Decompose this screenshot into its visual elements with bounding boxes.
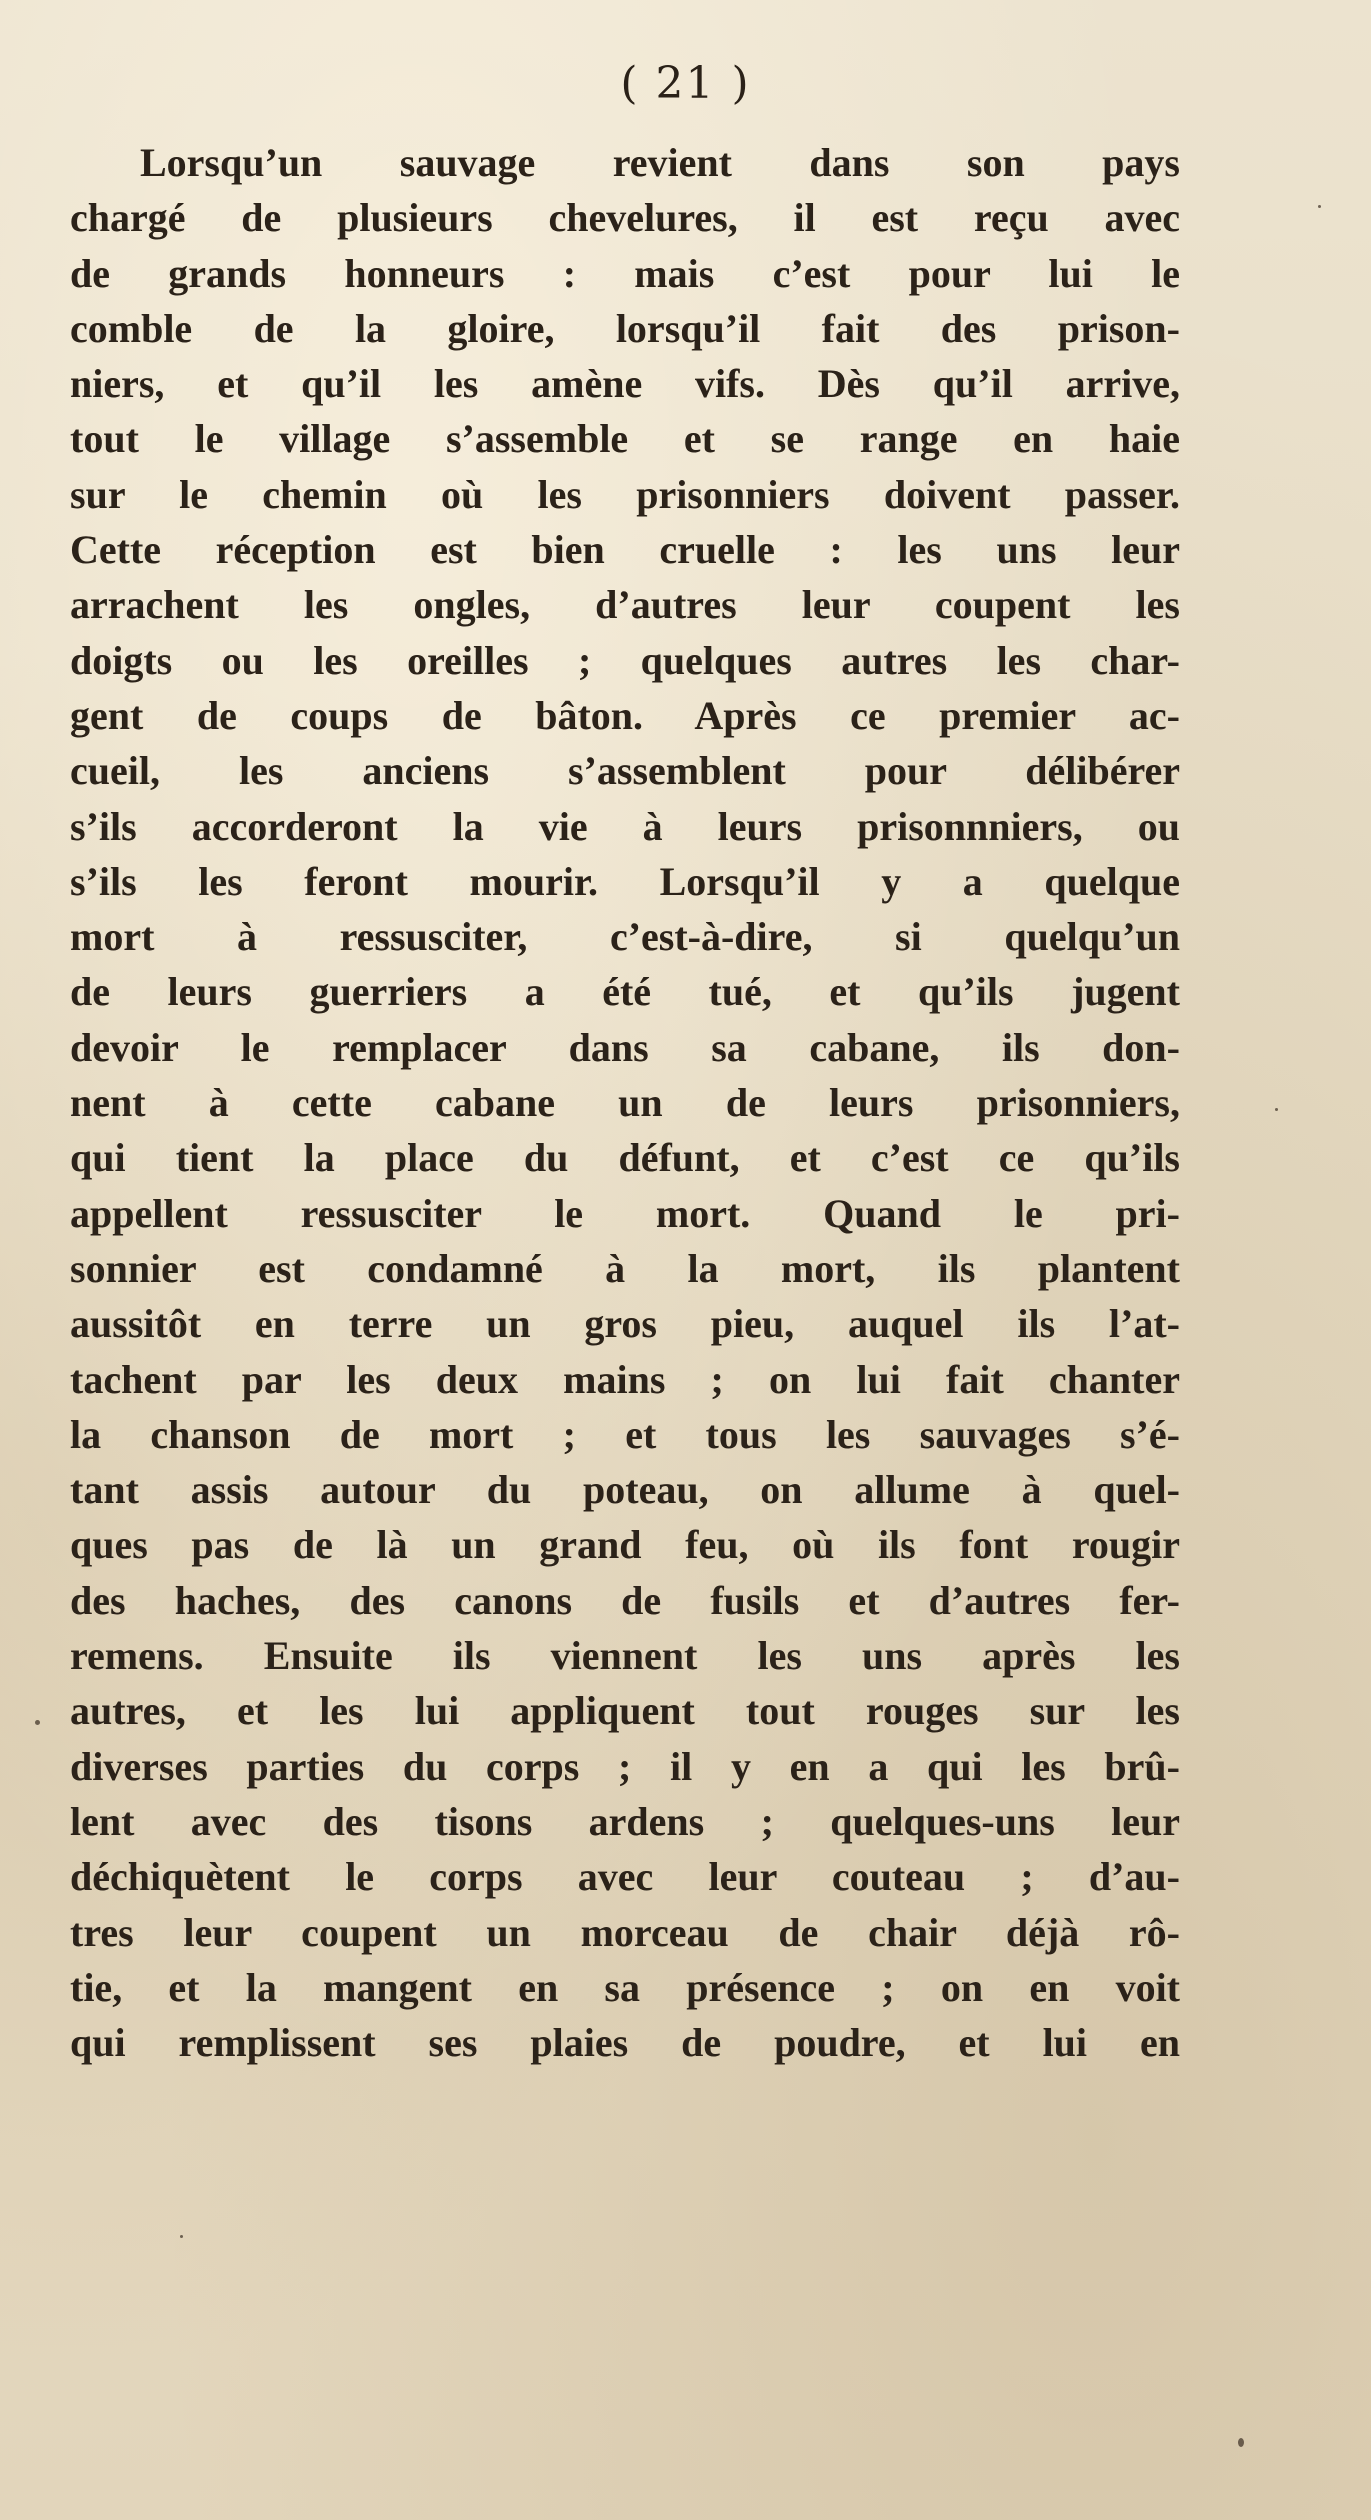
paper-speck xyxy=(180,2235,183,2238)
text-line: niers, et qu’il les amène vifs. Dès qu’il arrive, xyxy=(70,361,1180,407)
text-line: Lorsqu’un sauvage revient dans son pays xyxy=(140,140,1180,185)
text-line: remens. Ensuite ils viennent les uns après les xyxy=(70,1633,1180,1679)
text-line: déchiquètent le corps avec leur couteau ; d’au- xyxy=(70,1854,1180,1900)
text-line: doigts ou les oreilles ; quelques autres les char- xyxy=(70,637,1180,683)
text-line: appellent ressusciter le mort. Quand le pri- xyxy=(70,1190,1180,1236)
text-line: qui tient la place du défunt, et c’est ce qu’ils xyxy=(70,1135,1180,1181)
text-line: lent avec des tisons ardens ; quelques-uns leur xyxy=(70,1798,1180,1844)
text-line: mort à ressusciter, c’est-à-dire, si quelqu’un xyxy=(70,914,1180,960)
paper-speck xyxy=(35,1720,40,1725)
body-text xyxy=(70,135,1180,2070)
text-line: tie, et la mangent en sa présence ; on en voit xyxy=(70,1964,1180,2010)
text-line: tres leur coupent un morceau de chair déjà rô- xyxy=(70,1909,1180,1955)
text-line: tout le village s’assemble et se range en haie xyxy=(70,416,1180,462)
text-line: qui remplissent ses plaies de poudre, et lui en xyxy=(70,2020,1180,2066)
page-number: ( 21 ) xyxy=(620,58,751,109)
text-line: comble de la gloire, lorsqu’il fait des prison- xyxy=(70,305,1180,351)
text-line: tachent par les deux mains ; on lui fait chanter xyxy=(70,1356,1180,1402)
text-line: Cette réception est bien cruelle : les uns leur xyxy=(70,527,1180,573)
text-line: s’ils les feront mourir. Lorsqu’il y a quelque xyxy=(70,858,1180,904)
text-line: sonnier est condamné à la mort, ils plantent xyxy=(70,1245,1180,1291)
text-line: cueil, les anciens s’assemblent pour délibérer xyxy=(70,748,1180,794)
paper-speck xyxy=(1275,1108,1278,1111)
text-line: chargé de plusieurs chevelures, il est reçu avec xyxy=(70,195,1180,241)
text-line: aussitôt en terre un gros pieu, auquel ils l’at- xyxy=(70,1301,1180,1347)
text-line: gent de coups de bâton. Après ce premier ac- xyxy=(70,692,1180,738)
text-line: autres, et les lui appliquent tout rouges sur les xyxy=(70,1688,1180,1734)
text-line: de grands honneurs : mais c’est pour lui le xyxy=(70,250,1180,296)
paper-speck xyxy=(1318,205,1321,208)
text-line: diverses parties du corps ; il y en a qui les brû- xyxy=(70,1743,1180,1789)
text-line: tant assis autour du poteau, on allume à quel- xyxy=(70,1467,1180,1513)
paper-speck xyxy=(1238,2438,1244,2447)
text-line: ques pas de là un grand feu, où ils font rougir xyxy=(70,1522,1180,1568)
text-line: arrachent les ongles, d’autres leur coupent les xyxy=(70,582,1180,628)
text-line: nent à cette cabane un de leurs prisonniers, xyxy=(70,1080,1180,1126)
text-line: s’ils accorderont la vie à leurs prisonnniers, ou xyxy=(70,803,1180,849)
text-line: de leurs guerriers a été tué, et qu’ils jugent xyxy=(70,969,1180,1015)
text-line: sur le chemin où les prisonniers doivent passer. xyxy=(70,471,1180,517)
text-line: la chanson de mort ; et tous les sauvages s’é- xyxy=(70,1411,1180,1457)
text-line: des haches, des canons de fusils et d’autres fer- xyxy=(70,1577,1180,1623)
text-line: devoir le remplacer dans sa cabane, ils don- xyxy=(70,1024,1180,1070)
